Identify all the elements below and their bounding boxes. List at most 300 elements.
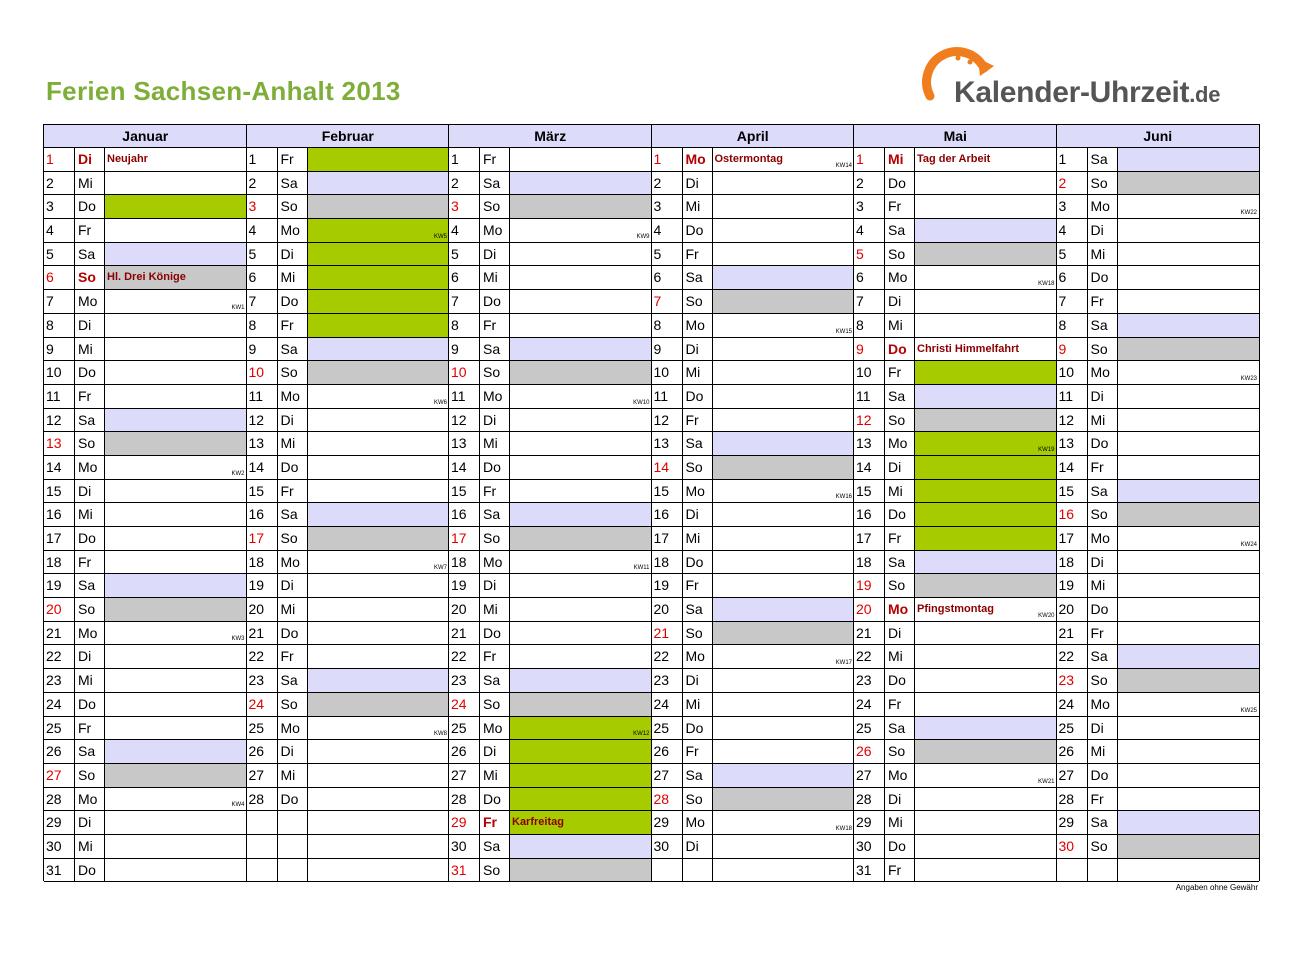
day-row[interactable] [854, 243, 1057, 267]
day-note [307, 432, 450, 455]
day-number: 4 [248, 222, 257, 239]
day-row[interactable] [449, 314, 652, 338]
day-number: 6 [248, 269, 257, 286]
day-note [104, 456, 247, 479]
day-row[interactable] [1057, 503, 1260, 527]
day-row[interactable] [247, 432, 450, 456]
weekday: Sa [277, 503, 307, 526]
week-number: KW18 [1038, 281, 1055, 288]
day-row[interactable] [652, 172, 855, 196]
day-row[interactable] [1057, 527, 1260, 551]
day-note [104, 314, 247, 337]
day-row[interactable] [652, 338, 855, 362]
day-note [104, 693, 247, 716]
day-row[interactable] [449, 456, 652, 480]
day-row[interactable] [449, 148, 652, 172]
day-number: 3 [653, 198, 662, 215]
day-note [1117, 243, 1260, 266]
day-row[interactable] [247, 740, 450, 764]
day-row[interactable] [44, 598, 247, 622]
day-row[interactable] [44, 764, 247, 788]
weekday: Sa [277, 172, 307, 195]
day-row[interactable] [247, 385, 450, 409]
day-row[interactable] [44, 432, 247, 456]
day-row[interactable] [247, 527, 450, 551]
weekday: So [884, 740, 914, 763]
day-number: 1 [248, 151, 257, 167]
day-row[interactable] [1057, 645, 1260, 669]
day-note [712, 740, 855, 763]
day-note [914, 574, 1057, 597]
day-row[interactable] [247, 503, 450, 527]
day-row[interactable] [1057, 290, 1260, 314]
day-row[interactable] [449, 480, 652, 504]
day-row[interactable] [449, 361, 652, 385]
day-number: 29 [1058, 814, 1075, 831]
day-row[interactable] [854, 290, 1057, 314]
day-row[interactable] [44, 740, 247, 764]
day-row[interactable] [1057, 148, 1260, 172]
day-row[interactable] [449, 574, 652, 598]
day-row[interactable] [854, 622, 1057, 646]
day-row[interactable] [247, 551, 450, 575]
day-row[interactable] [652, 764, 855, 788]
day-row[interactable] [1057, 243, 1260, 267]
day-number: 12 [1058, 411, 1075, 428]
day-row[interactable] [44, 811, 247, 835]
day-number: 1 [451, 151, 459, 167]
day-note [914, 456, 1057, 479]
day-row[interactable] [449, 385, 652, 409]
day-row[interactable] [854, 385, 1057, 409]
day-note [104, 290, 247, 313]
day-row[interactable] [44, 456, 247, 480]
day-number: 12 [653, 411, 670, 428]
day-row[interactable] [854, 811, 1057, 835]
day-row[interactable] [44, 266, 247, 290]
day-number: 28 [1058, 790, 1075, 807]
day-row[interactable] [652, 456, 855, 480]
day-row[interactable] [449, 503, 652, 527]
day-row[interactable] [854, 266, 1057, 290]
day-number: 22 [46, 648, 62, 665]
day-row[interactable] [247, 456, 450, 480]
day-row[interactable] [854, 432, 1057, 456]
day-row[interactable] [854, 717, 1057, 741]
day-row[interactable] [652, 574, 855, 598]
day-row[interactable] [247, 148, 450, 172]
day-row[interactable] [247, 172, 450, 196]
day-number: 11 [451, 387, 466, 404]
weekday: So [277, 527, 307, 550]
day-row[interactable] [44, 859, 247, 883]
day-note [104, 859, 247, 882]
day-row[interactable] [1057, 338, 1260, 362]
day-row[interactable] [449, 195, 652, 219]
day-row[interactable] [652, 693, 855, 717]
day-number: 8 [451, 316, 459, 333]
day-row[interactable] [44, 645, 247, 669]
day-row[interactable] [44, 195, 247, 219]
day-note [1117, 480, 1260, 503]
day-row[interactable] [247, 290, 450, 314]
day-row[interactable] [652, 503, 855, 527]
day-row[interactable] [652, 717, 855, 741]
day-row[interactable] [247, 195, 450, 219]
day-note [1117, 219, 1260, 242]
weekday: Fr [479, 811, 509, 834]
day-row[interactable] [44, 409, 247, 433]
day-row[interactable] [652, 669, 855, 693]
week-number: KW15 [835, 328, 852, 335]
day-number: 10 [1058, 364, 1075, 381]
day-row[interactable] [652, 598, 855, 622]
day-number: 28 [856, 790, 872, 807]
weekday: Fr [479, 148, 509, 171]
day-note [509, 717, 652, 740]
day-note [712, 788, 855, 811]
day-row[interactable] [1057, 574, 1260, 598]
day-note [1117, 527, 1260, 550]
day-row[interactable] [44, 693, 247, 717]
weekday: Mi [1087, 409, 1117, 432]
day-row[interactable] [652, 645, 855, 669]
day-row[interactable] [854, 598, 1057, 622]
day-row[interactable] [1057, 480, 1260, 504]
weekday: Mi [277, 598, 307, 621]
day-number: 18 [248, 553, 265, 570]
day-row[interactable] [854, 645, 1057, 669]
month-column [651, 124, 855, 881]
day-row[interactable] [247, 314, 450, 338]
day-row[interactable] [449, 290, 652, 314]
day-row[interactable] [247, 669, 450, 693]
day-row[interactable] [247, 480, 450, 504]
day-row[interactable] [44, 290, 247, 314]
day-row[interactable] [247, 717, 450, 741]
day-row[interactable] [247, 598, 450, 622]
day-row[interactable] [449, 788, 652, 812]
weekday: So [479, 361, 509, 384]
day-row[interactable] [652, 811, 855, 835]
day-number: 12 [856, 411, 872, 428]
day-row[interactable] [44, 172, 247, 196]
day-note [307, 338, 450, 361]
day-row[interactable] [854, 314, 1057, 338]
day-row[interactable] [652, 219, 855, 243]
day-row[interactable] [652, 740, 855, 764]
day-row[interactable] [1057, 622, 1260, 646]
weekday: Mo [682, 480, 712, 503]
day-note [712, 574, 855, 597]
day-row[interactable] [652, 361, 855, 385]
day-row[interactable] [1057, 693, 1260, 717]
weekday: Di [74, 811, 104, 834]
day-row[interactable] [449, 409, 652, 433]
weekday: Mo [74, 456, 104, 479]
weekday: Di [682, 835, 712, 858]
day-note [104, 622, 247, 645]
day-row[interactable] [44, 788, 247, 812]
day-number: 5 [653, 245, 662, 262]
brand-logo[interactable] [918, 40, 1248, 116]
day-number: 9 [451, 340, 459, 357]
day-row[interactable] [44, 835, 247, 859]
weekday: Do [682, 385, 712, 408]
day-note [712, 290, 855, 313]
weekday: Fr [682, 243, 712, 266]
day-row[interactable] [44, 314, 247, 338]
day-row[interactable] [1057, 409, 1260, 433]
day-row[interactable] [652, 195, 855, 219]
day-note [712, 693, 855, 716]
weekday: Mi [682, 527, 712, 550]
day-row[interactable] [854, 835, 1057, 859]
day-row[interactable] [1057, 811, 1260, 835]
day-note [914, 788, 1057, 811]
day-number: 18 [856, 553, 872, 570]
day-row[interactable] [1057, 598, 1260, 622]
day-note [1117, 551, 1260, 574]
day-note [712, 385, 855, 408]
weekday: Mo [74, 788, 104, 811]
weekday: So [277, 195, 307, 218]
day-row[interactable] [652, 527, 855, 551]
day-number: 26 [451, 743, 467, 760]
day-row[interactable] [652, 409, 855, 433]
day-row[interactable] [652, 314, 855, 338]
day-row[interactable] [1057, 385, 1260, 409]
day-row[interactable] [854, 338, 1057, 362]
day-row[interactable] [1057, 551, 1260, 575]
day-row[interactable] [652, 551, 855, 575]
day-row[interactable] [854, 527, 1057, 551]
day-row[interactable] [854, 740, 1057, 764]
day-number: 4 [451, 222, 459, 239]
day-row[interactable] [652, 835, 855, 859]
day-row[interactable] [1057, 314, 1260, 338]
day-row[interactable] [44, 385, 247, 409]
day-row[interactable] [44, 717, 247, 741]
day-row[interactable] [247, 645, 450, 669]
weekday: Mo [682, 314, 712, 337]
weekday: Di [682, 338, 712, 361]
day-row[interactable] [449, 172, 652, 196]
day-number: 9 [653, 340, 662, 357]
day-row[interactable] [1057, 669, 1260, 693]
day-row[interactable] [1057, 740, 1260, 764]
day-row[interactable] [1057, 195, 1260, 219]
day-row[interactable] [1057, 456, 1260, 480]
day-row[interactable] [652, 243, 855, 267]
day-note [914, 835, 1057, 858]
weekday: Mi [74, 835, 104, 858]
day-row[interactable] [449, 669, 652, 693]
day-note [1117, 338, 1260, 361]
day-note [914, 290, 1057, 313]
day-number: 16 [451, 506, 467, 523]
day-row[interactable] [247, 622, 450, 646]
day-row[interactable] [44, 338, 247, 362]
day-row[interactable] [1057, 788, 1260, 812]
day-row[interactable] [449, 622, 652, 646]
day-row[interactable] [854, 409, 1057, 433]
day-note [509, 835, 652, 858]
weekday: Mo [74, 290, 104, 313]
weekday: So [884, 243, 914, 266]
day-row[interactable] [854, 788, 1057, 812]
day-note [914, 148, 1057, 171]
day-row[interactable] [247, 409, 450, 433]
day-row[interactable] [652, 622, 855, 646]
day-row[interactable] [449, 693, 652, 717]
day-row[interactable] [247, 361, 450, 385]
day-number: 22 [248, 648, 265, 665]
day-row[interactable] [854, 148, 1057, 172]
day-note [509, 598, 652, 621]
weekday: So [682, 456, 712, 479]
day-note [914, 527, 1057, 550]
week-number: KW7 [433, 565, 447, 572]
weekday: So [884, 574, 914, 597]
day-row[interactable] [1057, 266, 1260, 290]
day-row[interactable] [854, 669, 1057, 693]
day-note [712, 480, 855, 503]
holiday-name: Christi Himmelfahrt [917, 342, 1020, 355]
day-number: 26 [653, 743, 670, 760]
week-number: KW25 [1240, 707, 1257, 714]
day-row[interactable] [854, 764, 1057, 788]
day-row[interactable] [854, 480, 1057, 504]
day-row[interactable] [449, 551, 652, 575]
day-number: 18 [451, 553, 467, 570]
day-note [307, 148, 450, 171]
day-row[interactable] [854, 219, 1057, 243]
day-note [712, 243, 855, 266]
day-row[interactable] [1057, 361, 1260, 385]
day-row[interactable] [652, 788, 855, 812]
day-row[interactable] [247, 266, 450, 290]
day-note [914, 669, 1057, 692]
day-row[interactable] [44, 243, 247, 267]
day-row[interactable] [652, 480, 855, 504]
day-row[interactable] [449, 811, 652, 835]
weekday: So [74, 266, 104, 289]
day-row[interactable] [247, 693, 450, 717]
day-row[interactable] [449, 835, 652, 859]
weekday: Mi [74, 172, 104, 195]
day-row[interactable] [449, 764, 652, 788]
day-row[interactable] [44, 361, 247, 385]
day-row[interactable] [44, 574, 247, 598]
day-row[interactable] [449, 527, 652, 551]
day-row[interactable] [854, 574, 1057, 598]
weekday: So [277, 361, 307, 384]
weekday: Di [74, 148, 104, 171]
day-number: 25 [856, 719, 872, 736]
day-row[interactable] [449, 717, 652, 741]
weekday: Mo [1087, 693, 1117, 716]
day-number: 7 [856, 293, 864, 310]
day-row[interactable] [449, 598, 652, 622]
day-number: 17 [451, 530, 467, 546]
day-row[interactable] [44, 503, 247, 527]
day-note [307, 290, 450, 313]
day-row[interactable] [449, 243, 652, 267]
day-row[interactable] [247, 219, 450, 243]
day-row[interactable] [854, 456, 1057, 480]
day-row[interactable] [1057, 764, 1260, 788]
day-row[interactable] [1057, 219, 1260, 243]
day-row[interactable] [854, 361, 1057, 385]
day-row[interactable] [449, 219, 652, 243]
day-row[interactable] [1057, 432, 1260, 456]
weekday: Do [74, 859, 104, 882]
day-row[interactable] [44, 219, 247, 243]
day-note [307, 385, 450, 408]
day-row[interactable] [854, 859, 1057, 883]
day-row[interactable] [247, 764, 450, 788]
day-number: 19 [46, 577, 62, 594]
day-note [712, 764, 855, 787]
day-row[interactable] [449, 859, 652, 883]
day-row[interactable] [854, 551, 1057, 575]
day-number: 12 [248, 411, 265, 428]
weekday: Do [74, 693, 104, 716]
day-row[interactable] [44, 148, 247, 172]
weekday: Mo [277, 717, 307, 740]
day-row[interactable] [44, 622, 247, 646]
weekday: Do [1087, 432, 1117, 455]
day-row[interactable] [1057, 835, 1260, 859]
day-row[interactable] [247, 338, 450, 362]
day-row[interactable] [1057, 172, 1260, 196]
day-row[interactable] [854, 195, 1057, 219]
day-row[interactable] [44, 551, 247, 575]
day-row[interactable] [44, 669, 247, 693]
day-row[interactable] [854, 172, 1057, 196]
day-row[interactable] [449, 266, 652, 290]
day-row[interactable] [247, 574, 450, 598]
day-row[interactable] [854, 503, 1057, 527]
day-note [914, 717, 1057, 740]
day-number: 4 [856, 222, 864, 239]
day-note [1117, 764, 1260, 787]
day-row[interactable] [44, 527, 247, 551]
day-row[interactable] [44, 480, 247, 504]
day-row[interactable] [1057, 717, 1260, 741]
day-row[interactable] [652, 385, 855, 409]
day-row[interactable] [449, 432, 652, 456]
day-row[interactable] [449, 645, 652, 669]
day-row[interactable] [247, 243, 450, 267]
day-row[interactable] [652, 432, 855, 456]
day-number: 27 [856, 766, 872, 783]
day-note [104, 432, 247, 455]
day-number: 10 [46, 364, 62, 381]
day-row[interactable] [449, 338, 652, 362]
day-note [509, 693, 652, 716]
day-number: 17 [1058, 530, 1075, 546]
weekday: Do [884, 172, 914, 195]
day-row[interactable] [854, 693, 1057, 717]
day-row[interactable] [449, 740, 652, 764]
day-note [914, 859, 1057, 882]
day-row[interactable] [652, 290, 855, 314]
day-row[interactable] [652, 266, 855, 290]
day-row[interactable] [247, 788, 450, 812]
day-row[interactable] [652, 148, 855, 172]
